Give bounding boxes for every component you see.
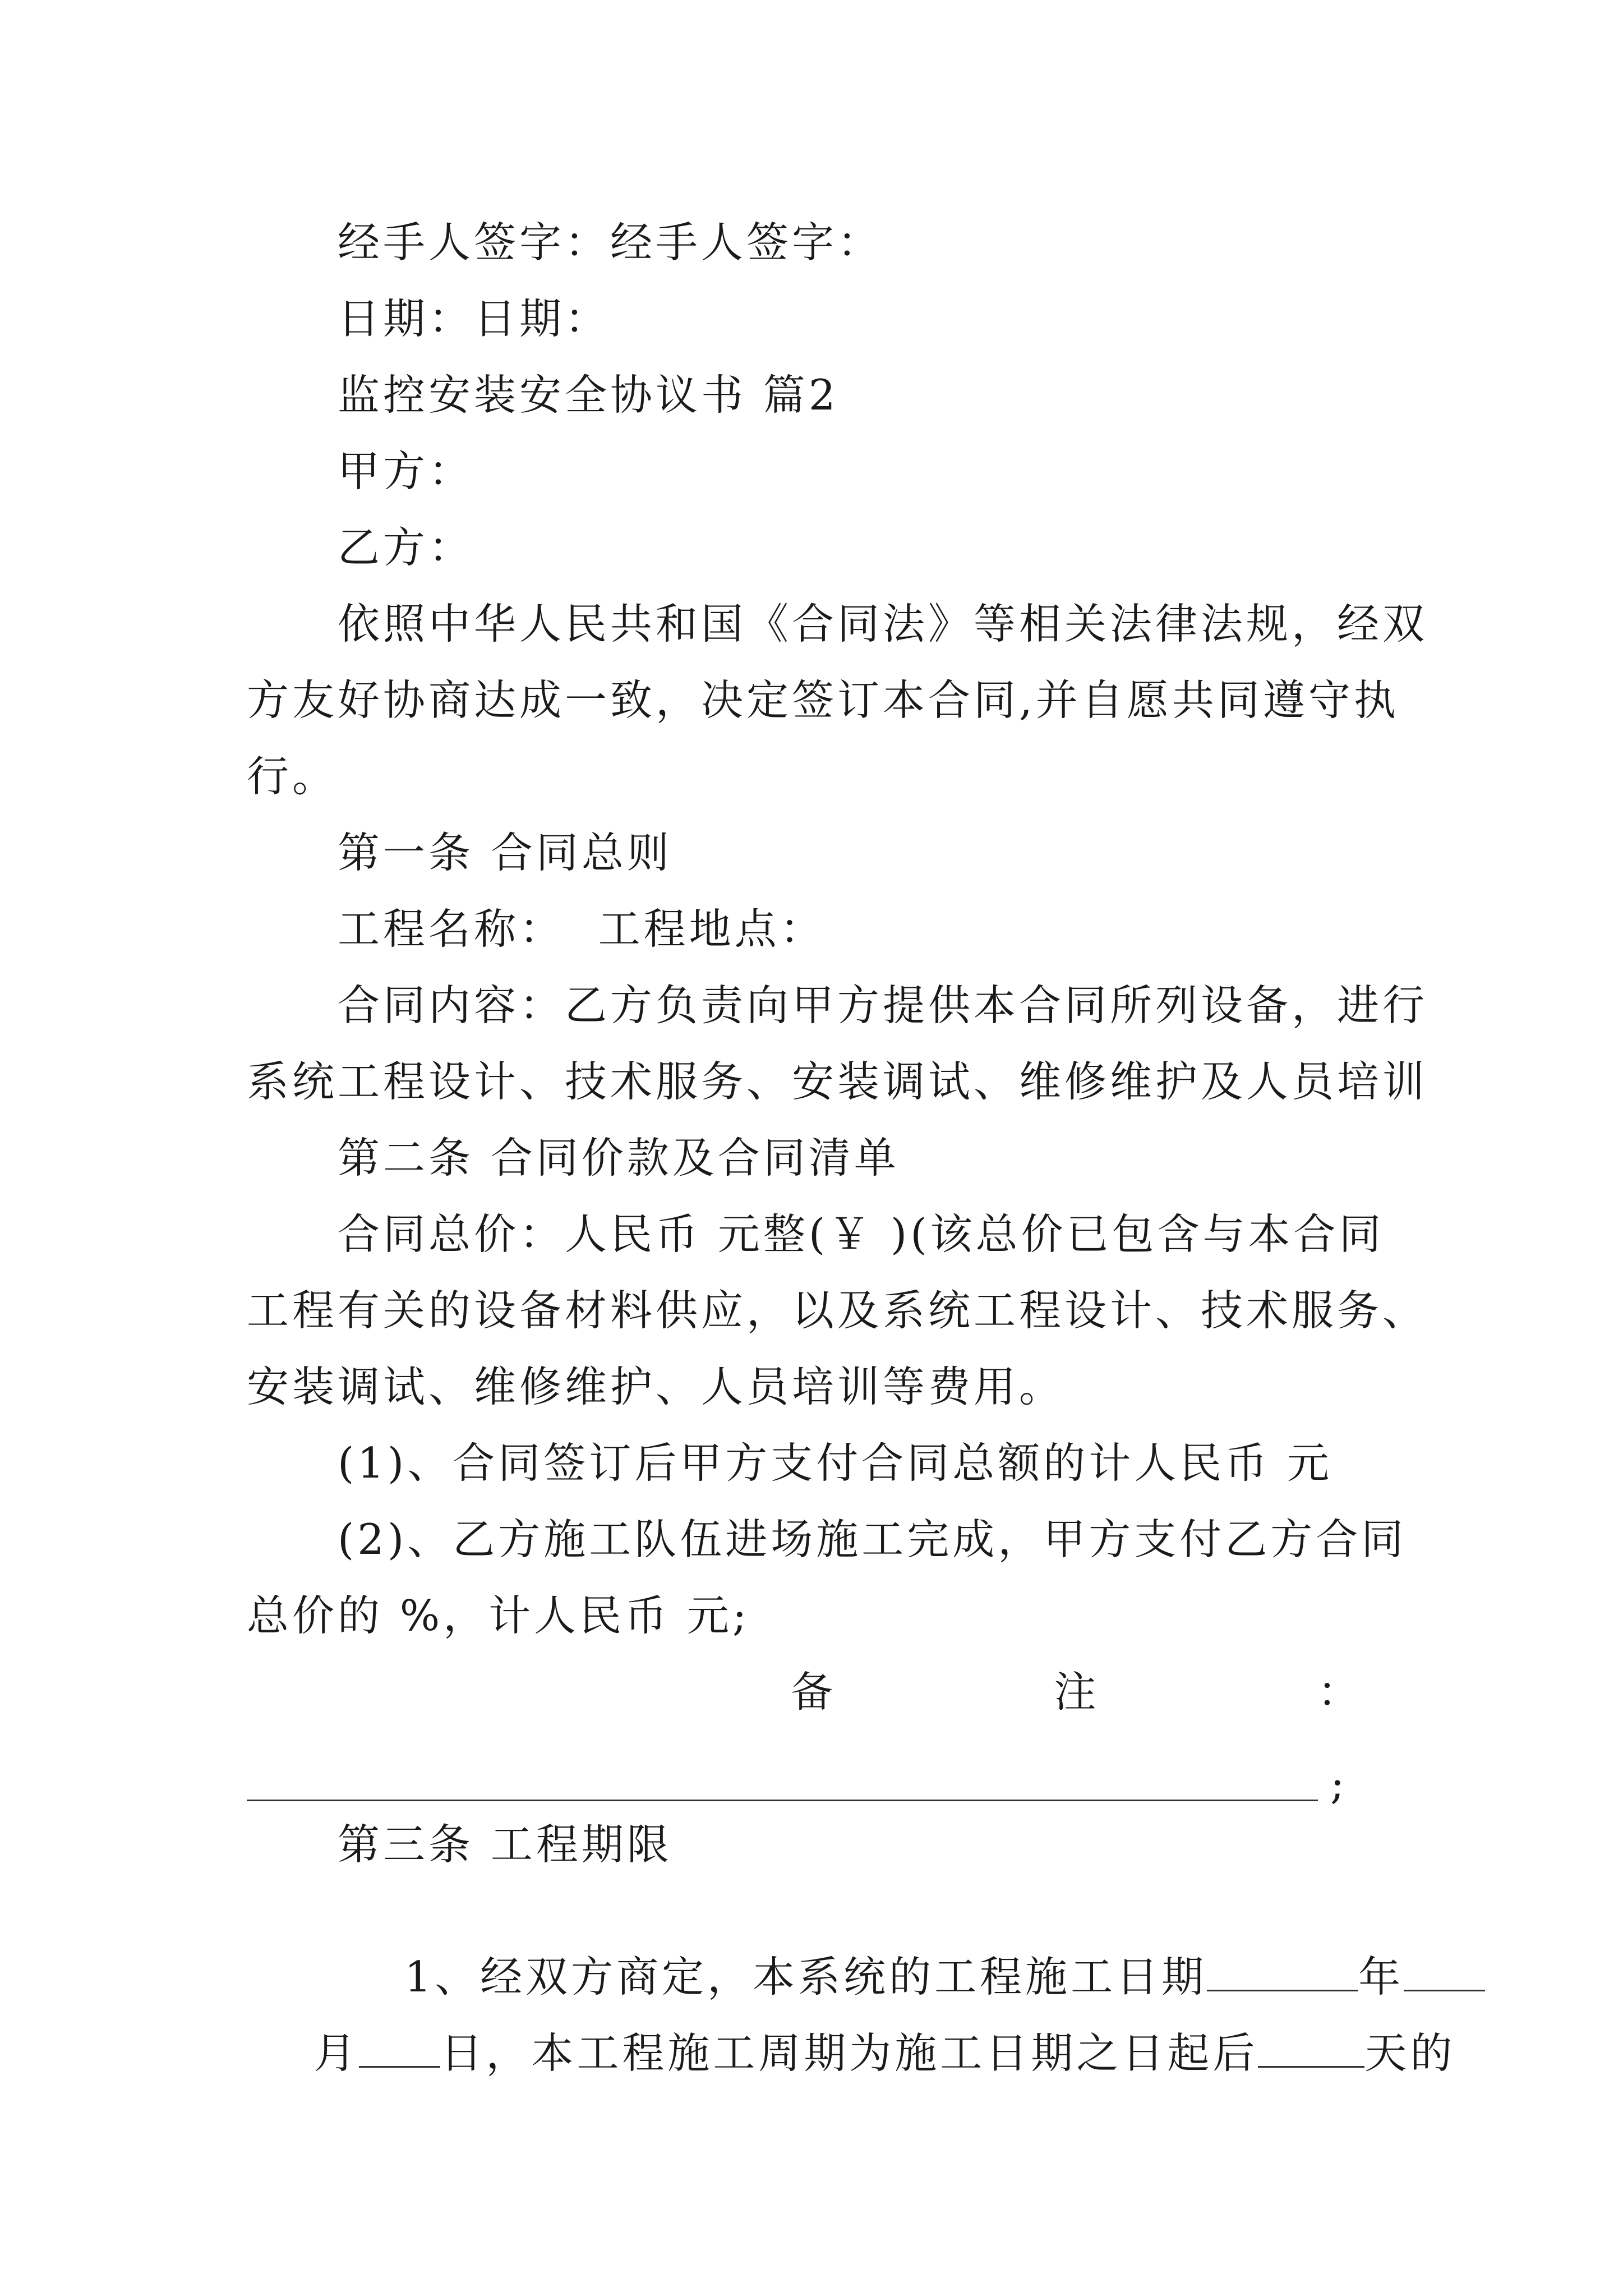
section-title: 监控安装安全协议书 篇2 — [338, 370, 839, 420]
remark-char: 注 — [1054, 1667, 1100, 1717]
schedule-text: 日，本工程施工周期为施工日期之日起后 — [440, 2028, 1258, 2078]
paragraph-line: 行。 — [247, 752, 338, 801]
remark-char: 备 — [791, 1667, 837, 1717]
payment-term-line: 总价的 %，计人民币 元; — [247, 1591, 750, 1640]
date-line: 日期：日期： — [338, 294, 611, 343]
paragraph-line: 合同总价：人民币 元整(￥ )(该总价已包含与本合同 — [338, 1209, 1385, 1259]
payment-term-line: (2)、乙方施工队伍进场施工完成，甲方支付乙方合同 — [338, 1515, 1407, 1564]
remark-char: ： — [1317, 1667, 1363, 1717]
article-heading: 第二条 合同价款及合同清单 — [338, 1133, 900, 1182]
party-b-line: 乙方： — [338, 523, 474, 572]
project-info-line: 工程名称： 工程地点： — [338, 904, 826, 954]
day-blank — [359, 2028, 440, 2068]
party-a-line: 甲方： — [338, 447, 474, 496]
paragraph-line: 合同内容：乙方负责向甲方提供本合同所列设备，进行 — [338, 981, 1428, 1030]
paragraph-line: 工程有关的设备材料供应，以及系统工程设计、技术服务、 — [247, 1286, 1428, 1335]
paragraph-line: 依照中华人民共和国《合同法》等相关法律法规，经双 — [338, 599, 1428, 648]
paragraph-line: 安装调试、维修维护、人员培训等费用。 — [247, 1362, 1065, 1411]
schedule-line — [247, 1969, 1455, 2137]
schedule-text: 1、经双方商定，本系统的工程施工日期 — [404, 1952, 1207, 2001]
remark-line — [791, 1664, 1363, 1720]
schedule-text: 年 — [1358, 1952, 1404, 2001]
paragraph-line: 系统工程设计、技术服务、安装调试、维修维护及人员培训 — [247, 1057, 1428, 1106]
remark-end: ; — [1330, 1759, 1345, 1809]
days-blank — [1258, 2028, 1364, 2068]
signature-line: 经手人签字：经手人签字： — [338, 218, 883, 267]
schedule-text: 天的 — [1364, 2028, 1456, 2078]
schedule-text: 月 — [313, 2028, 359, 2078]
article-heading: 第一条 合同总则 — [338, 828, 672, 877]
paragraph-line: 方友好协商达成一致，决定签订本合同,并自愿共同遵守执 — [247, 675, 1399, 725]
remark-blank — [247, 1800, 1318, 1801]
payment-term-line: (1)、合同签订后甲方支付合同总额的计人民币 元 — [338, 1438, 1333, 1488]
article-heading: 第三条 工程期限 — [338, 1820, 672, 1869]
